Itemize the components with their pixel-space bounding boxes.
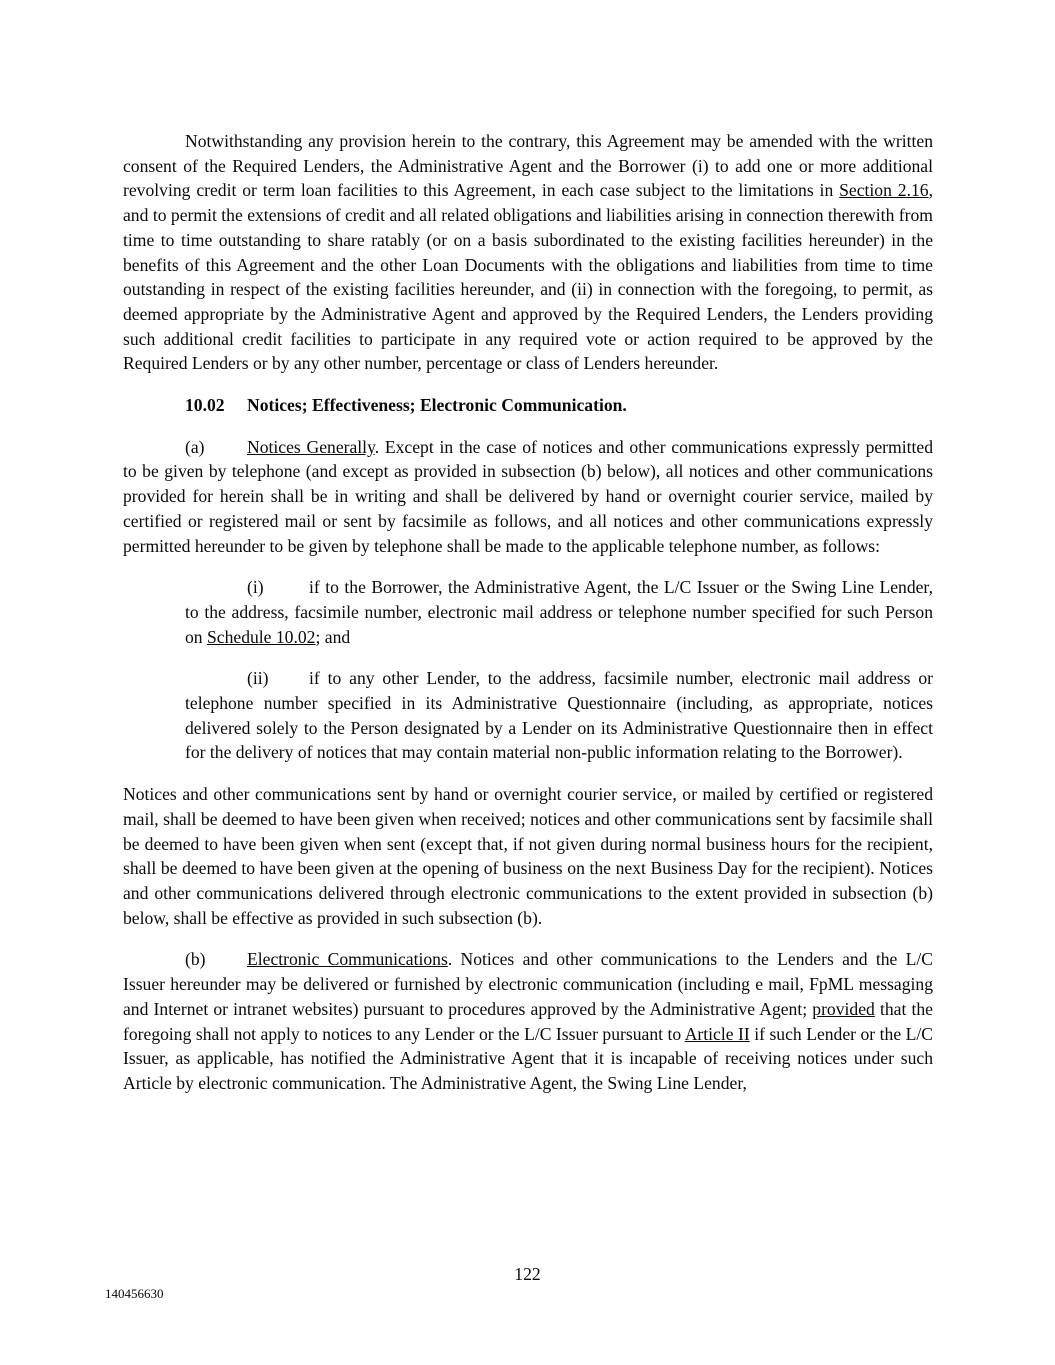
paragraph-label: (a): [185, 436, 205, 457]
underlined-reference: Schedule 10.02: [207, 626, 316, 647]
underlined-reference: provided: [812, 998, 875, 1019]
text-segment: Notices and other communications sent by hand or overnight courier service, or mailed by certified or registered mail, shall be deemed to have been given when received; notices and other communications sent by facsimile shall be deemed to have been given when sent (except that, if not given during normal business hours for the recipient, shall be deemed to have been given at the opening of business on the next Business Day for the recipient). Notices and other communications delivered through electronic communications to the extent provided in subsection (b) below, shall be effective as provided in such subsection (b).: [123, 784, 933, 928]
clause-ii-lender-notices: [185, 666, 933, 765]
subsection-a-notices-generally: [123, 435, 933, 559]
paragraph-label: (ii): [247, 668, 269, 689]
subsection-b-electronic-communications: [123, 947, 933, 1095]
paragraph-label: 10.02: [185, 395, 225, 416]
text-segment: . Except in the case of notices and other communications expressly permitted to be given by telephone (and except as provided in subsection (b) below), all notices and other communications provided for herein shall be in writing and shall be delivered by hand or overnight courier service, mailed by certified or registered mail or sent by facsimile as follows, and all notices and other communications expressly permitted hereunder to be given by telephone shall be made to the applicable telephone number, as follows:: [123, 436, 933, 556]
text-segment: Notices; Effectiveness; Electronic Communication.: [247, 395, 627, 416]
paragraph-label: (b): [185, 949, 206, 970]
text-segment: that the foregoing shall not apply to notices to any Lender or the L/C Issuer pursuant to: [123, 998, 933, 1044]
underlined-reference: Electronic Communications: [247, 949, 448, 970]
text-segment: Notwithstanding any provision herein to the contrary, this Agreement may be amended with the written consent of the Required Lenders, the Administrative Agent and the Borrower (i) to add one or more additional revolving credit or term loan facilities to this Agreement, in each case subject to the limitations in: [123, 131, 933, 201]
section-heading-10-02: [123, 393, 933, 418]
document-content: [123, 129, 933, 1096]
amendment-provision-paragraph: [123, 129, 933, 376]
paragraph-label: (i): [247, 577, 264, 598]
text-segment: if to the Borrower, the Administrative Agent, the L/C Issuer or the Swing Line Lender, to the address, facsimile number, electronic mail address or telephone number specified for such Person on: [185, 577, 933, 647]
document-id-stamp: 140456630: [105, 1286, 164, 1301]
text-segment: ; and: [315, 626, 351, 647]
page-number: 122: [514, 1264, 541, 1284]
clause-i-borrower-notices: [185, 575, 933, 649]
underlined-reference: Article II: [684, 1023, 750, 1044]
deemed-delivery-paragraph: [123, 782, 933, 930]
text-segment: if such Lender or the L/C Issuer, as applicable, has notified the Administrative Agent that it is incapable of receiving notices under such Article by electronic communication. The Administrative Agent, the Swing Line Lender,: [123, 1023, 933, 1093]
text-segment: , and to permit the extensions of credit and all related obligations and liabilities arising in connection therewith from time to time outstanding to share ratably (or on a basis subordinated to the existing facilities hereunder) in the benefits of this Agreement and the other Loan Documents with the obligations and liabilities from time to time outstanding in respect of the existing facilities hereunder, and (ii) in connection with the foregoing, to permit, as deemed appropriate by the Administrative Agent and approved by the Required Lenders, the Lenders providing such additional credit facilities to participate in any required vote or action required to be approved by the Required Lenders or by any other number, percentage or class of Lenders hereunder.: [123, 180, 933, 374]
text-segment: . Notices and other communications to the Lenders and the L/C Issuer hereunder may be delivered or furnished by electronic communication (including e mail, FpML messaging and Internet or intranet websites) pursuant to procedures approved by the Administrative Agent;: [123, 949, 933, 1019]
underlined-reference: Section 2.16: [839, 180, 929, 201]
underlined-reference: Notices Generally: [247, 436, 375, 457]
text-segment: if to any other Lender, to the address, facsimile number, electronic mail address or telephone number specified in its Administrative Questionnaire (including, as appropriate, notices delivered solely to the Person designated by a Lender on its Administrative Questionnaire then in effect for the delivery of notices that may contain material non-public information relating to the Borrower).: [185, 668, 933, 763]
